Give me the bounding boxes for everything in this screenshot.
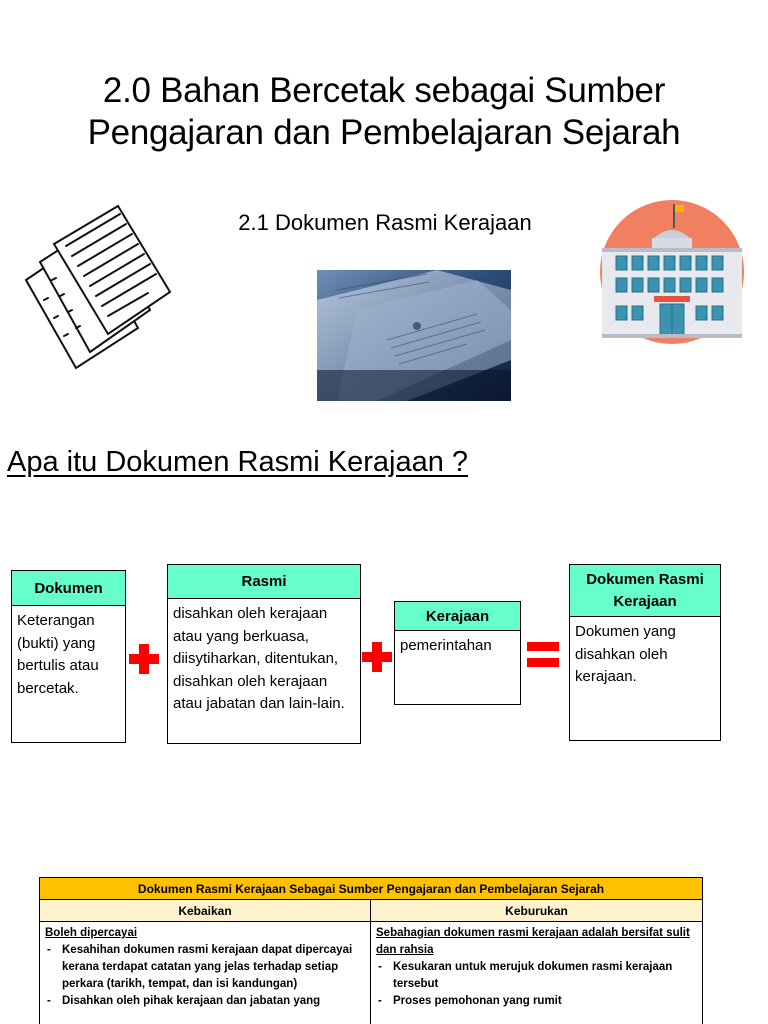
box-kerajaan (394, 601, 521, 705)
box-rasmi-body: disahkan oleh kerajaan atau yang berkuasa, diisytiharkan, ditentukan, disahkan oleh kerajaan atau jabatan dan lain-lain. (173, 605, 345, 712)
box-drk-heading: Dokumen Rasmi Kerajaan (570, 565, 720, 617)
page-title-line2: Pengajaran dan Pembelajaran Sejarah (87, 113, 681, 152)
box-dokumen-body: Keterangan (bukti) yang bertulis atau bercetak. (17, 612, 99, 697)
kebaikan-heading: Boleh dipercayai (45, 927, 138, 939)
box-drk-body: Dokumen yang disahkan oleh kerajaan. (575, 623, 676, 685)
page-title-line1: 2.0 Bahan Bercetak sebagai Sumber (102, 71, 666, 110)
box-rasmi-heading: Rasmi (168, 565, 360, 599)
table-column-keburukan: Keburukan (371, 900, 703, 922)
kebaikan-item: - Disahkan oleh pihak kerajaan dan jabatan yang (45, 993, 365, 1010)
kebaikan-item: - Kesahihan dokumen rasmi kerajaan dapat dipercayai kerana terdapat catatan yang jelas terhadap setiap perkara (tarikh, tempat, dan isi kandungan) (45, 942, 365, 993)
box-kerajaan-heading: Kerajaan (395, 602, 520, 631)
section-subtitle: 2.1 Dokumen Rasmi Kerajaan (238, 210, 532, 235)
box-kerajaan-body: pemerintahan (400, 637, 492, 654)
box-rasmi (167, 564, 361, 744)
box-dokumen-rasmi-kerajaan (569, 564, 721, 741)
table-cell-kebaikan (40, 922, 371, 1024)
table-column-kebaikan: Kebaikan (40, 900, 371, 922)
document-photo (317, 270, 511, 401)
keburukan-heading: Sebahagian dokumen rasmi kerajaan adalah bersifat sulit dan rahsia (376, 927, 690, 956)
keburukan-item: - Proses pemohonan yang rumit (376, 993, 697, 1010)
question-heading: Apa itu Dokumen Rasmi Kerajaan ? (7, 446, 469, 478)
equals-icon (527, 642, 559, 668)
page-title (0, 70, 768, 154)
table-caption: Dokumen Rasmi Kerajaan Sebagai Sumber Pengajaran dan Pembelajaran Sejarah (40, 878, 703, 900)
table-cell-keburukan (371, 922, 703, 1024)
school-building-icon (598, 198, 746, 346)
comparison-table (39, 877, 703, 1024)
plus-icon (362, 642, 392, 672)
papers-icon (20, 200, 190, 370)
plus-icon (129, 644, 159, 674)
keburukan-item: - Kesukaran untuk merujuk dokumen rasmi kerajaan tersebut (376, 959, 697, 993)
box-dokumen-heading: Dokumen (12, 571, 125, 606)
box-dokumen (11, 570, 126, 743)
